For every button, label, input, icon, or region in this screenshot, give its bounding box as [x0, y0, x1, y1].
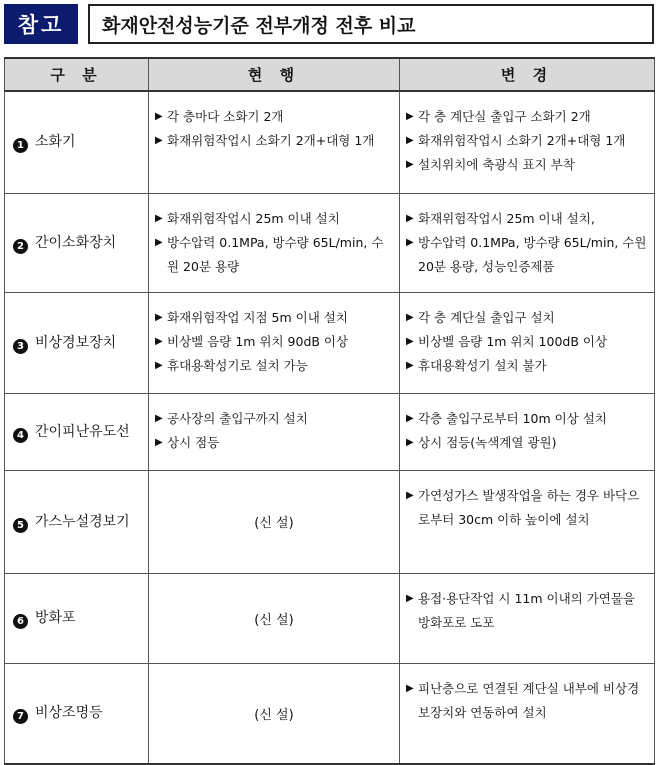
- category-label: 소화기: [35, 134, 76, 151]
- row-category: [5, 573, 149, 663]
- column-header-current: 현 행: [149, 58, 400, 91]
- triangle-right-icon: ▶: [406, 682, 414, 694]
- changed-cell: [400, 91, 655, 193]
- table-row: [5, 91, 655, 193]
- triangle-right-icon: ▶: [406, 159, 414, 170]
- category-label: 비상조명등: [35, 705, 103, 722]
- triangle-right-icon: ▶: [406, 489, 414, 501]
- category-label: 비상경보장치: [35, 334, 117, 351]
- number-circle-icon: 2: [13, 239, 28, 254]
- list-item: ▶ 비상벨 음량 1m 위치 90dB 이상: [155, 330, 393, 354]
- category-label: 가스누설경보기: [35, 513, 130, 530]
- number-circle-icon: 5: [13, 518, 28, 533]
- number-circle-icon: 7: [13, 709, 28, 724]
- number-circle-icon: 4: [13, 428, 28, 443]
- changed-cell: [400, 193, 655, 292]
- table-header-row: [5, 58, 655, 91]
- table-row: [5, 193, 655, 292]
- table-row: [5, 573, 655, 663]
- list-item: ▶ 각층 출입구로부터 10m 이상 설치: [406, 407, 648, 431]
- triangle-right-icon: ▶: [155, 135, 163, 146]
- table-row: [5, 470, 655, 573]
- triangle-right-icon: ▶: [155, 111, 163, 122]
- triangle-right-icon: ▶: [155, 359, 163, 371]
- list-item: ▶ 방수압력 0.1MPa, 방수량 65L/min, 수원 20분 용량, 성능인증제품: [406, 231, 648, 279]
- row-category: [5, 470, 149, 573]
- list-item: ▶ 설치위치에 축광식 표지 부착: [406, 153, 648, 177]
- reference-badge: 참고: [4, 4, 78, 44]
- current-cell: [149, 393, 400, 470]
- triangle-right-icon: ▶: [406, 212, 414, 224]
- row-category: [5, 193, 149, 292]
- list-item: ▶ 비상벨 음량 1m 위치 100dB 이상: [406, 330, 648, 354]
- number-circle-icon: 3: [13, 339, 28, 354]
- list-item: ▶ 용접·용단작업 시 11m 이내의 가연물을 방화포로 도포: [406, 587, 648, 635]
- changed-cell: [400, 292, 655, 393]
- category-label: 간이피난유도선: [35, 423, 130, 440]
- number-circle-icon: 6: [13, 614, 28, 629]
- list-item: ▶ 화재위험작업시 25m 이내 설치: [155, 207, 393, 231]
- changed-cell: [400, 663, 655, 764]
- triangle-right-icon: ▶: [155, 311, 163, 323]
- triangle-right-icon: ▶: [406, 412, 414, 424]
- triangle-right-icon: ▶: [406, 236, 414, 248]
- table-row: [5, 663, 655, 764]
- row-category: [5, 91, 149, 193]
- number-circle-icon: 1: [13, 138, 28, 153]
- triangle-right-icon: ▶: [155, 412, 163, 424]
- current-cell-new: (신 설): [149, 573, 400, 663]
- table-row: [5, 292, 655, 393]
- triangle-right-icon: ▶: [406, 592, 414, 604]
- changed-cell: [400, 393, 655, 470]
- triangle-right-icon: ▶: [406, 359, 414, 371]
- row-category: [5, 292, 149, 393]
- page-title: 화재안전성능기준 전부개정 전후 비교: [88, 4, 654, 44]
- list-item: ▶ 각 층 계단실 출입구 소화기 2개: [406, 105, 648, 129]
- triangle-right-icon: ▶: [406, 311, 414, 323]
- page-header: [4, 4, 654, 44]
- triangle-right-icon: ▶: [406, 111, 414, 122]
- list-item: ▶ 화재위험작업시 소화기 2개+대형 1개: [155, 129, 393, 153]
- list-item: ▶ 각 층마다 소화기 2개: [155, 105, 393, 129]
- list-item: ▶ 화재위험작업시 25m 이내 설치,: [406, 207, 648, 231]
- category-label: 간이소화장치: [35, 234, 117, 251]
- column-header-category: 구 분: [5, 58, 149, 91]
- list-item: ▶ 방수압력 0.1MPa, 방수량 65L/min, 수원 20분 용량: [155, 231, 393, 279]
- row-category: [5, 393, 149, 470]
- column-header-changed: 변 경: [400, 58, 655, 91]
- list-item: ▶ 화재위험작업시 소화기 2개+대형 1개: [406, 129, 648, 153]
- triangle-right-icon: ▶: [406, 335, 414, 347]
- current-cell: [149, 193, 400, 292]
- comparison-table: [4, 57, 655, 765]
- row-category: [5, 663, 149, 764]
- triangle-right-icon: ▶: [155, 212, 163, 224]
- list-item: ▶ 피난층으로 연결된 계단실 내부에 비상경보장치와 연동하여 설치: [406, 677, 648, 725]
- current-cell-new: (신 설): [149, 663, 400, 764]
- current-cell: [149, 292, 400, 393]
- list-item: ▶ 상시 점등: [155, 431, 393, 455]
- triangle-right-icon: ▶: [406, 135, 414, 146]
- list-item: ▶ 가연성가스 발생작업을 하는 경우 바닥으로부터 30cm 이하 높이에 설치: [406, 484, 648, 532]
- list-item: ▶ 공사장의 출입구까지 설치: [155, 407, 393, 431]
- changed-cell: [400, 573, 655, 663]
- list-item: ▶ 휴대용확성기 설치 불가: [406, 354, 648, 378]
- list-item: ▶ 휴대용확성기로 설치 가능: [155, 354, 393, 378]
- list-item: ▶ 화재위험작업 지점 5m 이내 설치: [155, 306, 393, 330]
- table-row: [5, 393, 655, 470]
- triangle-right-icon: ▶: [155, 236, 163, 248]
- triangle-right-icon: ▶: [155, 335, 163, 347]
- category-label: 방화포: [35, 610, 76, 626]
- current-cell-new: (신 설): [149, 470, 400, 573]
- list-item: ▶ 상시 점등(녹색계열 광원): [406, 431, 648, 455]
- list-item: ▶ 각 층 계단실 출입구 설치: [406, 306, 648, 330]
- triangle-right-icon: ▶: [406, 436, 414, 448]
- changed-cell: [400, 470, 655, 573]
- triangle-right-icon: ▶: [155, 436, 163, 448]
- current-cell: [149, 91, 400, 193]
